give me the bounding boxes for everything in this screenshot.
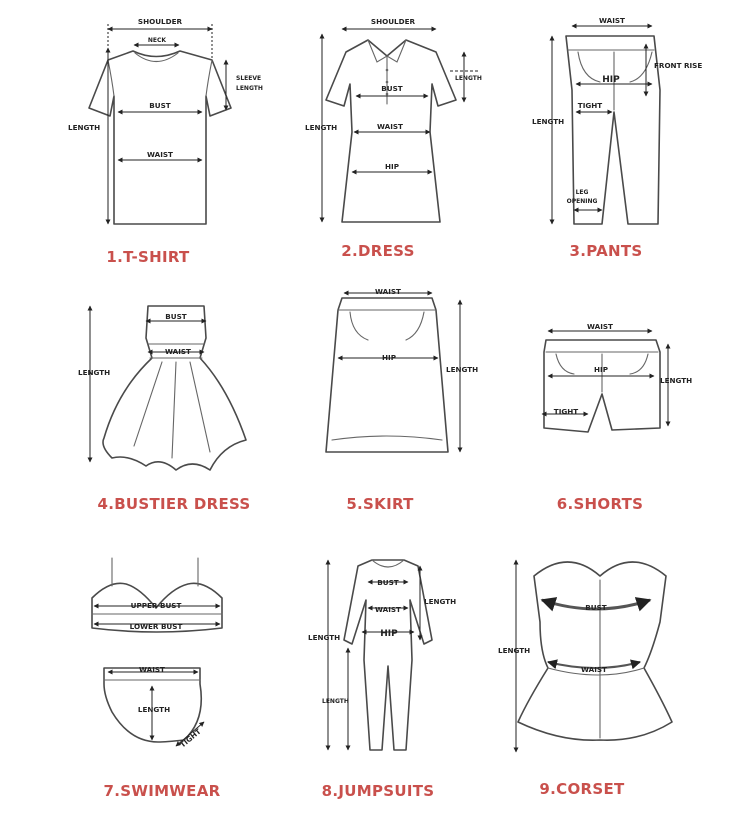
tshirt-caption: 1.T-SHIRT bbox=[106, 248, 190, 266]
pants-caption: 3.PANTS bbox=[569, 242, 643, 260]
dress-bust-label: BUST bbox=[381, 84, 403, 93]
jumpsuit-length-label: LENGTH bbox=[308, 633, 341, 642]
tshirt-outline bbox=[89, 51, 231, 224]
shorts-waist-label: WAIST bbox=[587, 322, 613, 331]
skirt-hip-label: HIP bbox=[382, 353, 396, 362]
tshirt-bust-label: BUST bbox=[149, 101, 171, 110]
skirt-outline bbox=[326, 298, 448, 452]
swim-tight-label: TIGHT bbox=[178, 726, 203, 750]
corset-caption: 9.CORSET bbox=[539, 780, 625, 798]
jumpsuits-caption: 8.JUMPSUITS bbox=[321, 782, 435, 800]
swimwear-diagram bbox=[92, 558, 222, 800]
shorts-length-label: LENGTH bbox=[660, 376, 693, 385]
shorts-tight-label: TIGHT bbox=[553, 407, 579, 416]
pants-waist-label: WAIST bbox=[599, 16, 625, 25]
jumpsuit-leg-length-label: LENGTH bbox=[322, 698, 349, 705]
corset-outline bbox=[518, 562, 672, 740]
tshirt-waist-label: WAIST bbox=[147, 150, 173, 159]
bustier-dress-caption: 4.BUSTIER DRESS bbox=[97, 495, 251, 513]
dress-diagram bbox=[305, 17, 482, 260]
jumpsuit-waist-label: WAIST bbox=[375, 605, 401, 614]
pants-leg-label-line1: LEG bbox=[575, 189, 589, 196]
tshirt-neck-label: NECK bbox=[147, 37, 167, 44]
pants-hip-label: HIP bbox=[602, 75, 620, 85]
swim-length-label: LENGTH bbox=[137, 705, 171, 714]
tshirt-sleeve-label-line2: LENGTH bbox=[236, 85, 263, 92]
jumpsuit-bust-label: BUST bbox=[377, 578, 399, 587]
bustier-waist-label: WAIST bbox=[165, 347, 191, 356]
skirt-length-label: LENGTH bbox=[446, 365, 479, 374]
skirt-waist-label: WAIST bbox=[375, 287, 401, 296]
pants-tight-label: TIGHT bbox=[577, 101, 603, 110]
corset-length-label: LENGTH bbox=[498, 646, 531, 655]
dress-hip-label: HIP bbox=[385, 162, 399, 171]
skirt-diagram bbox=[326, 287, 478, 513]
corset-waist-label: WAIST bbox=[581, 665, 607, 674]
bustier-bust-label: BUST bbox=[165, 312, 187, 321]
shorts-caption: 6.SHORTS bbox=[556, 495, 644, 513]
swimwear-caption: 7.SWIMWEAR bbox=[103, 782, 221, 800]
jumpsuit-hip-label: HIP bbox=[380, 629, 398, 639]
jumpsuit-sleeve-length-label: LENGTH bbox=[424, 597, 457, 606]
jumpsuit-diagram bbox=[308, 560, 456, 800]
pants-length-label: LENGTH bbox=[532, 117, 565, 126]
shorts-hip-label: HIP bbox=[594, 365, 608, 374]
tshirt-sleeve-label-line1: SLEEVE bbox=[236, 75, 262, 82]
bustier-dress-diagram bbox=[78, 306, 251, 513]
dress-waist-label: WAIST bbox=[377, 122, 403, 131]
pants-diagram bbox=[532, 16, 702, 260]
dress-caption: 2.DRESS bbox=[341, 242, 415, 260]
skirt-caption: 5.SKIRT bbox=[346, 495, 414, 513]
dress-length-label: LENGTH bbox=[305, 123, 338, 132]
tshirt-diagram bbox=[68, 17, 263, 266]
swim-upper-bust-label: UPPER BUST bbox=[130, 601, 182, 610]
tshirt-length-label: LENGTH bbox=[68, 123, 101, 132]
jumpsuit-outline bbox=[344, 560, 432, 750]
dress-outline bbox=[326, 40, 456, 222]
shorts-diagram bbox=[542, 322, 692, 513]
dress-sleeve-length-label: LENGTH bbox=[455, 75, 482, 82]
tshirt-shoulder-label: SHOULDER bbox=[137, 17, 183, 26]
bustier-length-label: LENGTH bbox=[78, 368, 111, 377]
pants-leg-label-line2: OPENING bbox=[566, 198, 598, 205]
corset-bust-label: BUST bbox=[585, 603, 607, 612]
swim-waist-label: WAIST bbox=[139, 665, 165, 674]
corset-diagram bbox=[498, 560, 672, 798]
swim-lower-bust-label: LOWER BUST bbox=[129, 622, 183, 631]
dress-shoulder-label: SHOULDER bbox=[370, 17, 416, 26]
pants-front-rise-label: FRONT RISE bbox=[654, 61, 703, 70]
